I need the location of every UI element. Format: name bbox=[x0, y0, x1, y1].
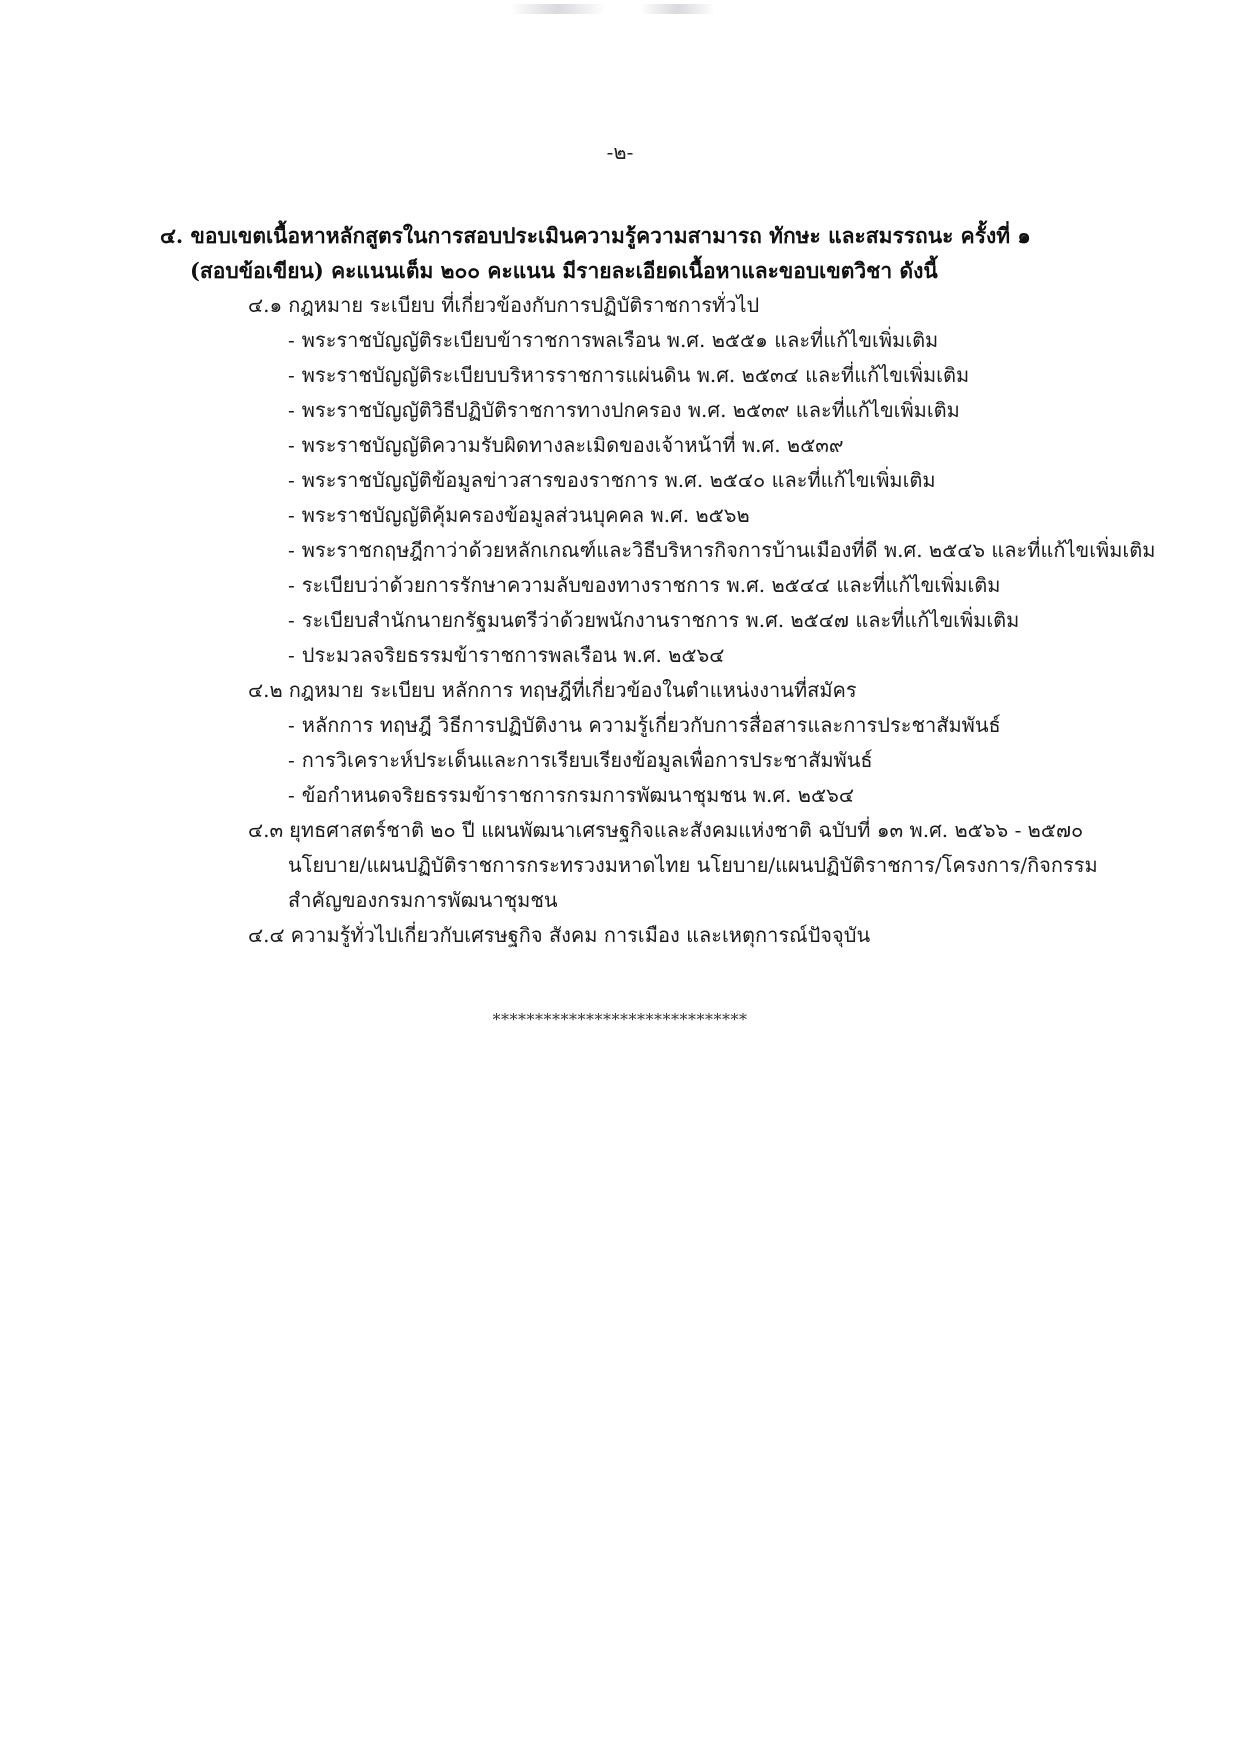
list-item: - ระเบียบว่าด้วยการรักษาความลับของทางราชการ พ.ศ. ๒๕๔๔ และที่แก้ไขเพิ่มเติม bbox=[288, 573, 1001, 597]
list-item: - พระราชบัญญัติข้อมูลข่าวสารของราชการ พ.ศ. ๒๕๔๐ และที่แก้ไขเพิ่มเติม bbox=[288, 468, 936, 492]
list-item: - การวิเคราะห์ประเด็นและการเรียบเรียงข้อมูลเพื่อการประชาสัมพันธ์ bbox=[288, 748, 873, 772]
list-item: - หลักการ ทฤษฎี วิธีการปฏิบัติงาน ความรู้เกี่ยวกับการสื่อสารและการประชาสัมพันธ์ bbox=[288, 713, 1001, 737]
list-item-text: ระเบียบสำนักนายกรัฐมนตรีว่าด้วยพนักงานราชการ พ.ศ. ๒๕๔๗ และที่แก้ไขเพิ่มเติม bbox=[301, 608, 1020, 632]
subsection-title-text: ความรู้ทั่วไปเกี่ยวกับเศรษฐกิจ สังคม การเมือง และเหตุการณ์ปัจจุบัน bbox=[290, 923, 871, 947]
list-item-text: พระราชบัญญัติวิธีปฏิบัติราชการทางปกครอง พ.ศ. ๒๕๓๙ และที่แก้ไขเพิ่มเติม bbox=[301, 398, 960, 422]
list-item: - พระราชบัญญัติคุ้มครองข้อมูลส่วนบุคคล พ.ศ. ๒๕๖๒ bbox=[288, 503, 750, 527]
list-item-text: หลักการ ทฤษฎี วิธีการปฏิบัติงาน ความรู้เกี่ยวกับการสื่อสารและการประชาสัมพันธ์ bbox=[301, 713, 1001, 737]
list-item-text: พระราชบัญญัติระเบียบบริหารราชการแผ่นดิน พ.ศ. ๒๕๓๔ และที่แก้ไขเพิ่มเติม bbox=[301, 363, 970, 387]
list-item-text: พระราชบัญญัติข้อมูลข่าวสารของราชการ พ.ศ. ๒๕๔๐ และที่แก้ไขเพิ่มเติม bbox=[301, 468, 936, 492]
subsection-title-text: กฎหมาย ระเบียบ หลักการ ทฤษฎีที่เกี่ยวข้องในตำแหน่งงานที่สมัคร bbox=[288, 678, 857, 702]
document-body bbox=[160, 218, 1160, 953]
subsection-4-4 bbox=[160, 918, 1160, 953]
subsection-number: ๔.๒ bbox=[248, 678, 283, 702]
list-item-text: พระราชกฤษฎีกาว่าด้วยหลักเกณฑ์และวิธีบริหารกิจการบ้านเมืองที่ดี พ.ศ. ๒๕๔๖ และที่แก้ไขเพิ่มเติม bbox=[301, 538, 1156, 562]
list-item-text: ประมวลจริยธรรมข้าราชการพลเรือน พ.ศ. ๒๕๖๔ bbox=[301, 643, 725, 667]
subsection-4-1 bbox=[160, 288, 1160, 673]
list-item: - พระราชบัญญัติระเบียบบริหารราชการแผ่นดิน พ.ศ. ๒๕๓๔ และที่แก้ไขเพิ่มเติม bbox=[288, 363, 970, 387]
end-of-section-mark: ****************************** bbox=[492, 1010, 748, 1029]
list-item: - พระราชกฤษฎีกาว่าด้วยหลักเกณฑ์และวิธีบริหารกิจการบ้านเมืองที่ดี พ.ศ. ๒๕๔๖ และที่แก้ไขเพิ่มเติม bbox=[288, 538, 1156, 562]
list-item: - พระราชบัญญัติระเบียบข้าราชการพลเรือน พ.ศ. ๒๕๕๑ และที่แก้ไขเพิ่มเติม bbox=[288, 328, 939, 352]
item-list bbox=[160, 323, 1160, 673]
subsection-number: ๔.๑ bbox=[248, 293, 283, 317]
subsection-number: ๔.๔ bbox=[248, 923, 285, 947]
list-item-text: พระราชบัญญัติคุ้มครองข้อมูลส่วนบุคคล พ.ศ. ๒๕๖๒ bbox=[301, 503, 750, 527]
subsection-4-2 bbox=[160, 673, 1160, 813]
list-item: - พระราชบัญญัติความรับผิดทางละเมิดของเจ้าหน้าที่ พ.ศ. ๒๕๓๙ bbox=[288, 433, 844, 457]
subsection-title-text: กฎหมาย ระเบียบ ที่เกี่ยวข้องกับการปฏิบัติราชการทั่วไป bbox=[288, 293, 760, 317]
subsection-title bbox=[160, 918, 1160, 953]
list-item-text: ข้อกำหนดจริยธรรมข้าราชการกรมการพัฒนาชุมชน พ.ศ. ๒๕๖๔ bbox=[301, 783, 854, 807]
subsection-title bbox=[160, 288, 1160, 323]
scan-artifact bbox=[640, 4, 715, 14]
subsection-title bbox=[160, 813, 1160, 848]
subsection-title-text: ยุทธศาสตร์ชาติ ๒๐ ปี แผนพัฒนาเศรษฐกิจและสังคมแห่งชาติ ฉบับที่ ๑๓ พ.ศ. ๒๕๖๖ - ๒๕๗๐ bbox=[289, 818, 1084, 842]
list-item-text: พระราชบัญญัติระเบียบข้าราชการพลเรือน พ.ศ. ๒๕๕๑ และที่แก้ไขเพิ่มเติม bbox=[301, 328, 939, 352]
list-item: - พระราชบัญญัติวิธีปฏิบัติราชการทางปกครอง พ.ศ. ๒๕๓๙ และที่แก้ไขเพิ่มเติม bbox=[288, 398, 960, 422]
list-item: - ระเบียบสำนักนายกรัฐมนตรีว่าด้วยพนักงานราชการ พ.ศ. ๒๕๔๗ และที่แก้ไขเพิ่มเติม bbox=[288, 608, 1020, 632]
paragraph-continuation: นโยบาย/แผนปฏิบัติราชการกระทรวงมหาดไทย นโยบาย/แผนปฏิบัติราชการ/โครงการ/กิจกรรม bbox=[288, 853, 1098, 877]
subsection-number: ๔.๓ bbox=[248, 818, 284, 842]
subsection-title bbox=[160, 673, 1160, 708]
heading-line-1: ๔. ขอบเขตเนื้อหาหลักสูตรในการสอบประเมินความรู้ความสามารถ ทักษะ และสมรรถนะ ครั้งที่ ๑ bbox=[160, 223, 1031, 248]
list-item-text: พระราชบัญญัติความรับผิดทางละเมิดของเจ้าหน้าที่ พ.ศ. ๒๕๓๙ bbox=[301, 433, 844, 457]
heading-line-2: (สอบข้อเขียน) คะแนนเต็ม ๒๐๐ คะแนน มีรายละเอียดเนื้อหาและขอบเขตวิชา ดังนี้ bbox=[190, 258, 938, 283]
section-heading bbox=[160, 218, 1160, 288]
list-item-text: ระเบียบว่าด้วยการรักษาความลับของทางราชการ พ.ศ. ๒๕๔๔ และที่แก้ไขเพิ่มเติม bbox=[301, 573, 1001, 597]
item-list bbox=[160, 708, 1160, 813]
list-item: - ข้อกำหนดจริยธรรมข้าราชการกรมการพัฒนาชุมชน พ.ศ. ๒๕๖๔ bbox=[288, 783, 854, 807]
page-number: -๒- bbox=[606, 140, 634, 164]
paragraph-continuation: สำคัญของกรมการพัฒนาชุมชน bbox=[288, 888, 558, 912]
subsection-4-3 bbox=[160, 813, 1160, 918]
scan-artifact bbox=[510, 4, 605, 14]
list-item-text: การวิเคราะห์ประเด็นและการเรียบเรียงข้อมูลเพื่อการประชาสัมพันธ์ bbox=[301, 748, 873, 772]
list-item: - ประมวลจริยธรรมข้าราชการพลเรือน พ.ศ. ๒๕๖๔ bbox=[288, 643, 725, 667]
